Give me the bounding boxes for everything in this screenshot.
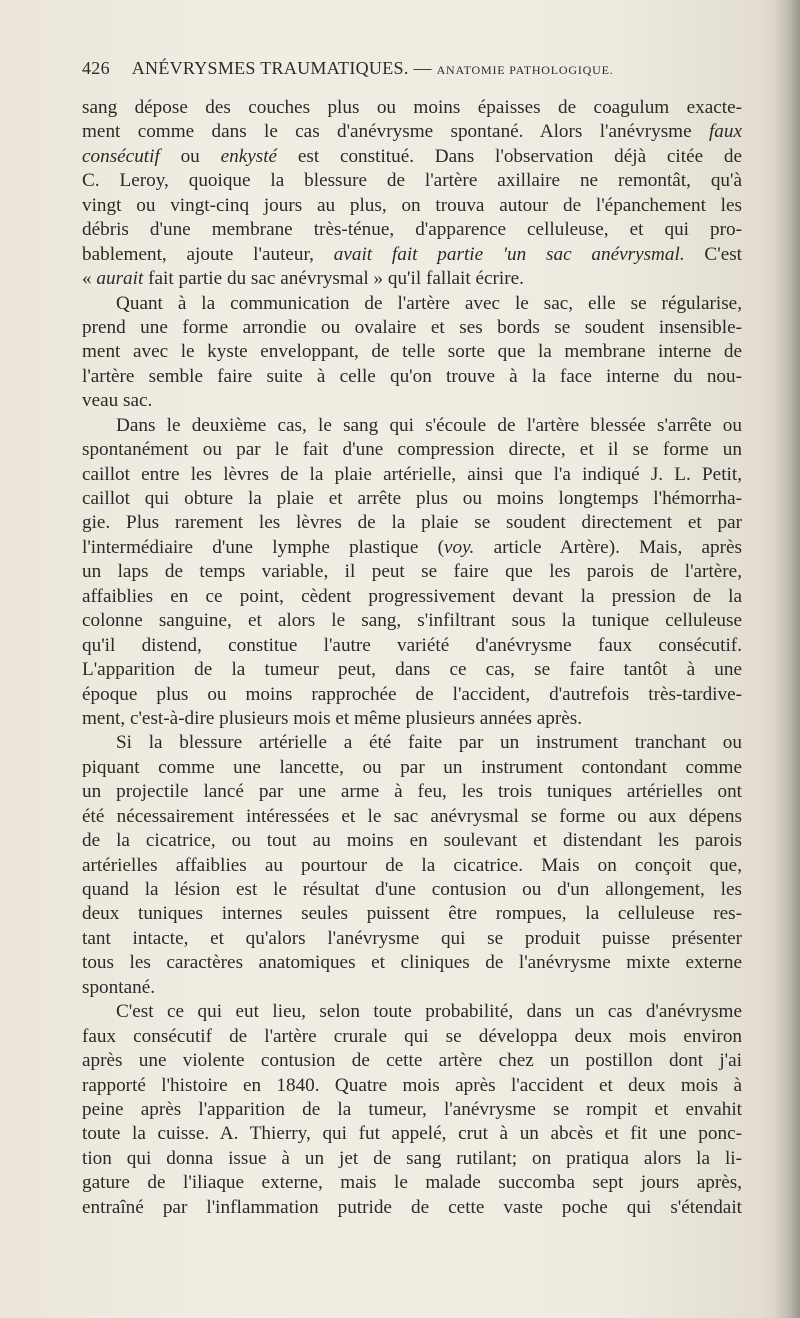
text-run: tous les caractères anatomiques et cliniques de l'anévrysme mixte externe bbox=[82, 952, 742, 974]
text-line bbox=[82, 463, 742, 487]
text-run: l'artère semble faire suite à celle qu'on trouve à la face interne du nou- bbox=[82, 365, 742, 387]
text-run: un projectile lancé par une arme à feu, les trois tuniques artérielles ont bbox=[82, 781, 742, 803]
text-run: affaiblies en ce point, cèdent progressivement devant la pression de la bbox=[82, 585, 742, 607]
italic-text: faux bbox=[708, 121, 742, 143]
text-run: ment comme dans le cas d'anévrysme spontané. Alors l'anévrysme bbox=[82, 121, 709, 143]
text-line bbox=[82, 658, 742, 682]
text-run: est constitué. Dans l'observation déjà citée de bbox=[277, 145, 743, 167]
italic-text: enkysté bbox=[220, 145, 278, 167]
text-run: spontanément ou par le fait d'une compression directe, et il se forme un bbox=[82, 439, 742, 461]
text-line bbox=[82, 1196, 742, 1220]
text-run: quand la lésion est le résultat d'une contusion ou d'un allongement, les bbox=[82, 879, 742, 900]
text-run: prend une forme arrondie ou ovalaire et ses bords se soudent insensible- bbox=[82, 316, 742, 338]
text-run: artérielles affaiblies au pourtour de la cicatrice. Mais on conçoit que, bbox=[82, 854, 742, 876]
text-line bbox=[82, 243, 742, 267]
text-run: gie. Plus rarement les lèvres de la plaie se soudent directement et par bbox=[82, 512, 742, 534]
text-line bbox=[82, 316, 742, 340]
text-line bbox=[82, 707, 742, 731]
paragraph bbox=[82, 731, 742, 1000]
text-run: caillot qui obture la plaie et arrête plus ou moins longtemps l'hémorrha- bbox=[82, 488, 742, 509]
text-run: débris d'une membrane très-ténue, d'apparence celluleuse, et qui pro- bbox=[82, 219, 742, 241]
text-run: tant intacte, et qu'alors l'anévrysme qui se produit puisse présenter bbox=[82, 927, 742, 949]
text-line bbox=[82, 1000, 742, 1024]
text-run: entraîné par l'inflammation putride de cette vaste poche qui s'étendait bbox=[82, 1196, 742, 1218]
page-body bbox=[82, 96, 742, 1220]
text-line bbox=[82, 1025, 742, 1049]
text-run: faux consécutif de l'artère crurale qui se développa deux mois environ bbox=[82, 1025, 742, 1047]
header-separator: — bbox=[413, 58, 432, 78]
text-line bbox=[82, 634, 742, 658]
text-run: après une violente contusion de cette artère chez un postillon dont j'ai bbox=[82, 1050, 742, 1072]
text-line bbox=[82, 927, 742, 951]
text-run: Si la blessure artérielle a été faite par un instrument tranchant ou bbox=[116, 732, 742, 754]
text-line bbox=[82, 683, 742, 707]
text-line bbox=[82, 487, 742, 511]
text-line bbox=[82, 267, 742, 291]
text-line bbox=[82, 1171, 742, 1195]
text-line bbox=[82, 218, 742, 242]
text-run: été nécessairement intéressées et le sac anévrysmal se forme ou aux dépens bbox=[82, 805, 742, 827]
text-line bbox=[82, 145, 742, 169]
paragraph bbox=[82, 1000, 742, 1220]
text-line bbox=[82, 756, 742, 780]
text-line bbox=[82, 414, 742, 438]
text-run: un laps de temps variable, il peut se faire que les parois de l'artère, bbox=[82, 561, 742, 583]
text-line bbox=[82, 292, 742, 316]
text-line bbox=[82, 1049, 742, 1073]
page-number: 426 bbox=[82, 58, 110, 78]
text-run: gature de l'iliaque externe, mais le malade succomba sept jours après, bbox=[82, 1172, 742, 1194]
text-run: fait partie du sac anévrysmal » qu'il fallait écrire. bbox=[143, 268, 524, 290]
text-line bbox=[82, 805, 742, 829]
text-line bbox=[82, 1147, 742, 1171]
text-line bbox=[82, 340, 742, 364]
text-line bbox=[82, 829, 742, 853]
text-run: époque plus ou moins rapprochée de l'accident, d'autrefois très-tardive- bbox=[82, 683, 742, 705]
text-line bbox=[82, 878, 742, 902]
text-run: caillot entre les lèvres de la plaie artérielle, ainsi que l'a indiqué J. L. Petit, bbox=[82, 463, 742, 485]
text-run: deux tuniques internes seules puissent être rompues, la celluleuse res- bbox=[82, 903, 742, 925]
running-header bbox=[82, 58, 742, 79]
text-line bbox=[82, 902, 742, 926]
text-run: Dans le deuxième cas, le sang qui s'écoule de l'artère blessée s'arrête ou bbox=[116, 414, 742, 436]
text-line bbox=[82, 951, 742, 975]
text-line bbox=[82, 120, 742, 144]
text-line bbox=[82, 976, 742, 1000]
text-run: piquant comme une lancette, ou par un instrument contondant comme bbox=[82, 756, 742, 778]
text-line bbox=[82, 780, 742, 804]
text-line bbox=[82, 1098, 742, 1122]
text-line bbox=[82, 560, 742, 584]
text-run: de la cicatrice, ou tout au moins en soulevant et distendant les parois bbox=[82, 830, 742, 852]
text-run: spontané. bbox=[82, 976, 156, 998]
section-title: ANATOMIE PATHOLOGIQUE. bbox=[436, 63, 614, 77]
paragraph bbox=[82, 292, 742, 414]
text-run: vingt ou vingt-cinq jours au plus, on trouva autour de l'épanchement les bbox=[82, 194, 742, 216]
text-line bbox=[82, 96, 742, 120]
text-line bbox=[82, 389, 742, 413]
text-run: Quant à la communication de l'artère avec le sac, elle se régularise, bbox=[116, 292, 742, 314]
text-run: C'est ce qui eut lieu, selon toute probabilité, dans un cas d'anévrysme bbox=[116, 1001, 742, 1023]
text-run: L'apparition de la tumeur peut, dans ce cas, se faire tantôt à une bbox=[82, 659, 742, 681]
text-run: colonne sanguine, et alors le sang, s'infiltrant sous la tunique celluleuse bbox=[82, 610, 742, 632]
text-run: qu'il distend, constitue l'autre variété d'anévrysme faux consécutif. bbox=[82, 634, 742, 656]
text-line bbox=[82, 585, 742, 609]
italic-text: aurait bbox=[96, 268, 144, 290]
text-line bbox=[82, 438, 742, 462]
text-run: ment, c'est-à-dire plusieurs mois et même plusieurs années après. bbox=[82, 707, 583, 729]
text-run: ment avec le kyste enveloppant, de telle sorte que la membrane interne de bbox=[82, 341, 742, 363]
text-run: tion qui donna issue à un jet de sang rutilant; on pratiqua alors la li- bbox=[82, 1147, 742, 1169]
running-title: ANÉVRYSMES TRAUMATIQUES. bbox=[131, 58, 409, 78]
text-line bbox=[82, 1074, 742, 1098]
text-line bbox=[82, 194, 742, 218]
text-run: article Artère). Mais, après bbox=[474, 536, 743, 558]
text-line bbox=[82, 731, 742, 755]
text-line bbox=[82, 609, 742, 633]
paragraph bbox=[82, 414, 742, 732]
text-run: ou bbox=[159, 145, 221, 167]
text-line bbox=[82, 536, 742, 560]
italic-text: voy. bbox=[443, 536, 475, 558]
text-run: veau sac. bbox=[82, 390, 153, 412]
italic-text: consécutif bbox=[82, 145, 160, 167]
text-run: rapporté l'histoire en 1840. Quatre mois après l'accident et deux mois à bbox=[82, 1074, 742, 1096]
text-run: C'est bbox=[684, 243, 743, 265]
text-line bbox=[82, 511, 742, 535]
text-run: peine après l'apparition de la tumeur, l'anévrysme se rompit et envahit bbox=[82, 1098, 742, 1120]
text-line bbox=[82, 1122, 742, 1146]
text-run: bablement, ajoute l'auteur, bbox=[82, 243, 334, 265]
page-edge-shadow bbox=[774, 0, 800, 1318]
text-run: l'intermédiaire d'une lymphe plastique ( bbox=[82, 536, 444, 558]
text-line bbox=[82, 854, 742, 878]
text-run: « bbox=[82, 268, 97, 290]
text-run: C. Leroy, quoique la blessure de l'artère axillaire ne remontât, qu'à bbox=[82, 170, 742, 192]
text-line bbox=[82, 365, 742, 389]
text-line bbox=[82, 169, 742, 193]
text-run: sang dépose des couches plus ou moins épaisses de coagulum exacte- bbox=[82, 97, 742, 118]
italic-text: avait fait partie 'un sac anévrysmal. bbox=[333, 243, 685, 265]
text-run: toute la cuisse. A. Thierry, qui fut appelé, crut à un abcès et fit une ponc- bbox=[82, 1123, 742, 1145]
paragraph bbox=[82, 96, 742, 292]
